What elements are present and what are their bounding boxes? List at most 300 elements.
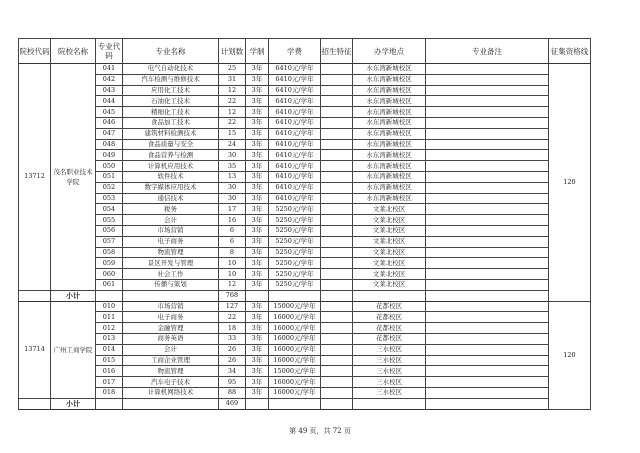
table-row	[19, 182, 591, 193]
major-code: 043	[96, 85, 123, 96]
subtotal-row	[19, 290, 591, 301]
table-row	[19, 215, 591, 226]
tuition: 6410元/学年	[269, 171, 321, 182]
campus: 水东湾新城校区	[353, 193, 426, 204]
major-note	[426, 377, 549, 388]
major-code: 015	[96, 355, 123, 366]
table-row	[19, 355, 591, 366]
major-code: 010	[96, 301, 123, 312]
enroll-feature	[321, 387, 353, 398]
campus: 水东湾新城校区	[353, 96, 426, 107]
major-code: 046	[96, 117, 123, 128]
enroll-feature	[321, 269, 353, 280]
table-row	[19, 204, 591, 215]
header-min-score: 征集资格线	[549, 39, 591, 64]
min-score: 120	[549, 64, 591, 302]
major-name: 建筑材料检测技术	[123, 128, 219, 139]
header-school-name: 院校名称	[51, 39, 96, 64]
plan-count: 13	[219, 171, 246, 182]
campus: 文莱北校区	[353, 269, 426, 280]
tuition: 6410元/学年	[269, 74, 321, 85]
major-code: 012	[96, 323, 123, 334]
school-code: 13712	[19, 64, 51, 291]
major-code: 050	[96, 161, 123, 172]
duration: 3年	[246, 258, 269, 269]
tuition: 5250元/学年	[269, 279, 321, 290]
enroll-feature	[321, 279, 353, 290]
major-code: 052	[96, 182, 123, 193]
campus: 水东湾新城校区	[353, 171, 426, 182]
tuition: 6410元/学年	[269, 193, 321, 204]
header-enroll-feature: 招生特征	[321, 39, 353, 64]
table-row	[19, 96, 591, 107]
plan-count: 12	[219, 107, 246, 118]
major-code: 042	[96, 74, 123, 85]
table-row	[19, 107, 591, 118]
major-note	[426, 323, 549, 334]
blank-cell	[353, 290, 426, 301]
campus: 水东湾新城校区	[353, 139, 426, 150]
major-name: 市场营销	[123, 225, 219, 236]
header-duration: 学制	[246, 39, 269, 64]
major-name: 物流管理	[123, 366, 219, 377]
duration: 3年	[246, 333, 269, 344]
major-name: 食品加工技术	[123, 117, 219, 128]
duration: 3年	[246, 279, 269, 290]
major-code: 045	[96, 107, 123, 118]
tuition: 6410元/学年	[269, 96, 321, 107]
major-name: 精细化工技术	[123, 107, 219, 118]
campus: 水东湾新城校区	[353, 74, 426, 85]
major-code: 016	[96, 366, 123, 377]
duration: 3年	[246, 204, 269, 215]
campus: 文莱北校区	[353, 204, 426, 215]
plan-count: 17	[219, 204, 246, 215]
plan-count: 30	[219, 182, 246, 193]
header-school-code: 院校代码	[19, 39, 51, 64]
major-name: 数字媒体应用技术	[123, 182, 219, 193]
table-row	[19, 312, 591, 323]
major-note	[426, 128, 549, 139]
header-campus: 办学地点	[353, 39, 426, 64]
tuition: 5250元/学年	[269, 225, 321, 236]
major-name: 计算机应用技术	[123, 161, 219, 172]
duration: 3年	[246, 117, 269, 128]
major-name: 电子商务	[123, 312, 219, 323]
major-name: 税务	[123, 204, 219, 215]
enroll-feature	[321, 312, 353, 323]
plan-count: 10	[219, 258, 246, 269]
table-row	[19, 344, 591, 355]
duration: 3年	[246, 171, 269, 182]
campus: 文莱北校区	[353, 258, 426, 269]
major-note	[426, 312, 549, 323]
major-code: 059	[96, 258, 123, 269]
duration: 3年	[246, 301, 269, 312]
major-note	[426, 355, 549, 366]
major-code: 061	[96, 279, 123, 290]
enroll-feature	[321, 215, 353, 226]
major-note	[426, 139, 549, 150]
major-note	[426, 182, 549, 193]
plan-count: 8	[219, 247, 246, 258]
major-name: 计算机网络技术	[123, 387, 219, 398]
subtotal-count: 469	[219, 398, 246, 409]
tuition: 15000元/学年	[269, 301, 321, 312]
tuition: 6410元/学年	[269, 64, 321, 75]
major-name: 景区开发与管理	[123, 258, 219, 269]
subtotal-label: 小计	[51, 398, 96, 409]
campus: 三水校区	[353, 387, 426, 398]
campus: 花都校区	[353, 312, 426, 323]
major-note	[426, 204, 549, 215]
plan-count: 22	[219, 117, 246, 128]
table-row	[19, 236, 591, 247]
campus: 水东湾新城校区	[353, 161, 426, 172]
plan-count: 15	[219, 128, 246, 139]
duration: 3年	[246, 225, 269, 236]
table-row	[19, 74, 591, 85]
duration: 3年	[246, 193, 269, 204]
major-note	[426, 64, 549, 75]
header-major-code: 专业代码	[96, 39, 123, 64]
major-name: 通信技术	[123, 193, 219, 204]
duration: 3年	[246, 236, 269, 247]
blank-cell	[246, 398, 269, 409]
subtotal-row	[19, 398, 591, 409]
major-code: 011	[96, 312, 123, 323]
duration: 3年	[246, 366, 269, 377]
major-name: 社会工作	[123, 269, 219, 280]
tuition: 16000元/学年	[269, 387, 321, 398]
table-row	[19, 366, 591, 377]
tuition: 6410元/学年	[269, 107, 321, 118]
campus: 水东湾新城校区	[353, 64, 426, 75]
header-tuition: 学费	[269, 39, 321, 64]
major-note	[426, 366, 549, 377]
campus: 水东湾新城校区	[353, 182, 426, 193]
tuition: 5250元/学年	[269, 269, 321, 280]
plan-count: 30	[219, 150, 246, 161]
enroll-feature	[321, 204, 353, 215]
blank-cell	[426, 398, 549, 409]
plan-count: 127	[219, 301, 246, 312]
table-row	[19, 117, 591, 128]
campus: 水东湾新城校区	[353, 150, 426, 161]
duration: 3年	[246, 355, 269, 366]
major-code: 057	[96, 236, 123, 247]
campus: 文莱北校区	[353, 225, 426, 236]
table-row	[19, 333, 591, 344]
enroll-feature	[321, 247, 353, 258]
major-note	[426, 387, 549, 398]
blank-cell	[246, 290, 269, 301]
plan-count: 26	[219, 355, 246, 366]
enroll-feature	[321, 323, 353, 334]
major-name: 电气自动化技术	[123, 64, 219, 75]
major-note	[426, 258, 549, 269]
tuition: 16000元/学年	[269, 355, 321, 366]
duration: 3年	[246, 85, 269, 96]
tuition: 16000元/学年	[269, 323, 321, 334]
duration: 3年	[246, 377, 269, 388]
major-name: 工商企业管理	[123, 355, 219, 366]
duration: 3年	[246, 182, 269, 193]
subtotal-label: 小计	[51, 290, 96, 301]
blank-cell	[269, 398, 321, 409]
major-name: 石油化工技术	[123, 96, 219, 107]
table-row	[19, 301, 591, 312]
plan-count: 30	[219, 193, 246, 204]
enroll-feature	[321, 225, 353, 236]
header-plan-count: 计划数	[219, 39, 246, 64]
enroll-feature	[321, 236, 353, 247]
plan-count: 16	[219, 215, 246, 226]
major-code: 055	[96, 215, 123, 226]
major-code: 056	[96, 225, 123, 236]
enroll-feature	[321, 64, 353, 75]
major-note	[426, 279, 549, 290]
major-name: 会计	[123, 215, 219, 226]
major-code: 054	[96, 204, 123, 215]
enroll-feature	[321, 258, 353, 269]
plan-count: 34	[219, 366, 246, 377]
blank-cell	[426, 290, 549, 301]
major-name: 金融管理	[123, 323, 219, 334]
major-code: 018	[96, 387, 123, 398]
tuition: 16000元/学年	[269, 377, 321, 388]
duration: 3年	[246, 128, 269, 139]
enroll-feature	[321, 139, 353, 150]
duration: 3年	[246, 107, 269, 118]
major-note	[426, 215, 549, 226]
enroll-feature	[321, 96, 353, 107]
campus: 三水校区	[353, 377, 426, 388]
major-name: 应用化工技术	[123, 85, 219, 96]
major-note	[426, 150, 549, 161]
plan-count: 12	[219, 85, 246, 96]
major-note	[426, 247, 549, 258]
blank-cell	[96, 398, 123, 409]
campus: 文莱北校区	[353, 236, 426, 247]
major-code: 013	[96, 333, 123, 344]
duration: 3年	[246, 323, 269, 334]
school-name: 广州工商学院	[51, 301, 96, 398]
major-note	[426, 225, 549, 236]
blank-cell	[96, 290, 123, 301]
major-note	[426, 344, 549, 355]
tuition: 16000元/学年	[269, 344, 321, 355]
min-score: 120	[549, 301, 591, 409]
major-note	[426, 269, 549, 280]
campus: 三水校区	[353, 366, 426, 377]
table-row	[19, 150, 591, 161]
blank-cell	[19, 398, 51, 409]
header-major-note: 专业备注	[426, 39, 549, 64]
blank-cell	[123, 290, 219, 301]
tuition: 6410元/学年	[269, 182, 321, 193]
enroll-feature	[321, 107, 353, 118]
duration: 3年	[246, 387, 269, 398]
campus: 花都校区	[353, 333, 426, 344]
duration: 3年	[246, 139, 269, 150]
major-code: 044	[96, 96, 123, 107]
major-note	[426, 107, 549, 118]
page-footer: 第 49 页，共 72 页	[289, 427, 351, 435]
blank-cell	[19, 290, 51, 301]
enroll-feature	[321, 377, 353, 388]
enroll-feature	[321, 355, 353, 366]
table-row	[19, 139, 591, 150]
table-row	[19, 377, 591, 388]
major-note	[426, 171, 549, 182]
blank-cell	[353, 398, 426, 409]
tuition: 6410元/学年	[269, 150, 321, 161]
enroll-feature	[321, 182, 353, 193]
duration: 3年	[246, 96, 269, 107]
campus: 花都校区	[353, 323, 426, 334]
campus: 文莱北校区	[353, 279, 426, 290]
table-row	[19, 323, 591, 334]
enroll-feature	[321, 193, 353, 204]
tuition: 16000元/学年	[269, 312, 321, 323]
tuition: 6410元/学年	[269, 139, 321, 150]
tuition: 5250元/学年	[269, 204, 321, 215]
enroll-feature	[321, 117, 353, 128]
table-row	[19, 387, 591, 398]
campus: 水东湾新城校区	[353, 85, 426, 96]
table-header	[19, 39, 591, 64]
table-row	[19, 269, 591, 280]
plan-count: 31	[219, 74, 246, 85]
school-name: 茂名职业技术学院	[51, 64, 96, 291]
table-row	[19, 258, 591, 269]
major-name: 传播与策划	[123, 279, 219, 290]
major-name: 汽车电子技术	[123, 377, 219, 388]
major-code: 041	[96, 64, 123, 75]
duration: 3年	[246, 74, 269, 85]
plan-count: 33	[219, 333, 246, 344]
header-major-name: 专业名称	[123, 39, 219, 64]
table-row	[19, 171, 591, 182]
tuition: 6410元/学年	[269, 161, 321, 172]
plan-count: 12	[219, 279, 246, 290]
major-name: 物流管理	[123, 247, 219, 258]
tuition: 15000元/学年	[269, 366, 321, 377]
major-code: 017	[96, 377, 123, 388]
major-note	[426, 85, 549, 96]
blank-cell	[269, 290, 321, 301]
tuition: 5250元/学年	[269, 247, 321, 258]
major-code: 047	[96, 128, 123, 139]
table-row	[19, 225, 591, 236]
plan-count: 6	[219, 225, 246, 236]
major-note	[426, 161, 549, 172]
tuition: 6410元/学年	[269, 85, 321, 96]
subtotal-count: 768	[219, 290, 246, 301]
tuition: 5250元/学年	[269, 236, 321, 247]
major-name: 电子商务	[123, 236, 219, 247]
table-row	[19, 247, 591, 258]
major-note	[426, 96, 549, 107]
major-note	[426, 236, 549, 247]
duration: 3年	[246, 161, 269, 172]
duration: 3年	[246, 215, 269, 226]
plan-count: 88	[219, 387, 246, 398]
major-name: 食品营养与检测	[123, 150, 219, 161]
major-code: 014	[96, 344, 123, 355]
plan-count: 18	[219, 323, 246, 334]
campus: 水东湾新城校区	[353, 117, 426, 128]
blank-cell	[123, 398, 219, 409]
duration: 3年	[246, 269, 269, 280]
campus: 三水校区	[353, 355, 426, 366]
plan-count: 22	[219, 96, 246, 107]
duration: 3年	[246, 247, 269, 258]
major-note	[426, 333, 549, 344]
plan-count: 24	[219, 139, 246, 150]
campus: 文莱北校区	[353, 215, 426, 226]
campus: 水东湾新城校区	[353, 107, 426, 118]
tuition: 5250元/学年	[269, 215, 321, 226]
tuition: 6410元/学年	[269, 128, 321, 139]
enrollment-table	[18, 38, 591, 410]
major-code: 058	[96, 247, 123, 258]
table-row	[19, 85, 591, 96]
enroll-feature	[321, 171, 353, 182]
campus: 水东湾新城校区	[353, 128, 426, 139]
major-code: 060	[96, 269, 123, 280]
major-note	[426, 117, 549, 128]
plan-count: 10	[219, 269, 246, 280]
table-row	[19, 161, 591, 172]
campus: 文莱北校区	[353, 247, 426, 258]
campus: 花都校区	[353, 301, 426, 312]
table-row	[19, 193, 591, 204]
major-note	[426, 301, 549, 312]
major-name: 市场营销	[123, 301, 219, 312]
table-row	[19, 279, 591, 290]
plan-count: 22	[219, 312, 246, 323]
major-code: 051	[96, 171, 123, 182]
major-note	[426, 74, 549, 85]
enroll-feature	[321, 301, 353, 312]
tuition: 6410元/学年	[269, 117, 321, 128]
major-name: 商务英语	[123, 333, 219, 344]
table-row	[19, 64, 591, 75]
plan-count: 6	[219, 236, 246, 247]
duration: 3年	[246, 150, 269, 161]
major-code: 049	[96, 150, 123, 161]
plan-count: 25	[219, 64, 246, 75]
major-name: 软件技术	[123, 171, 219, 182]
enroll-feature	[321, 161, 353, 172]
table-row	[19, 128, 591, 139]
plan-count: 26	[219, 344, 246, 355]
campus: 三水校区	[353, 344, 426, 355]
major-name: 汽车检测与维修技术	[123, 74, 219, 85]
plan-count: 95	[219, 377, 246, 388]
enroll-feature	[321, 150, 353, 161]
tuition: 5250元/学年	[269, 258, 321, 269]
plan-count: 35	[219, 161, 246, 172]
school-code: 13714	[19, 301, 51, 398]
major-code: 053	[96, 193, 123, 204]
duration: 3年	[246, 64, 269, 75]
enroll-feature	[321, 85, 353, 96]
major-name: 会计	[123, 344, 219, 355]
major-name: 食品质量与安全	[123, 139, 219, 150]
